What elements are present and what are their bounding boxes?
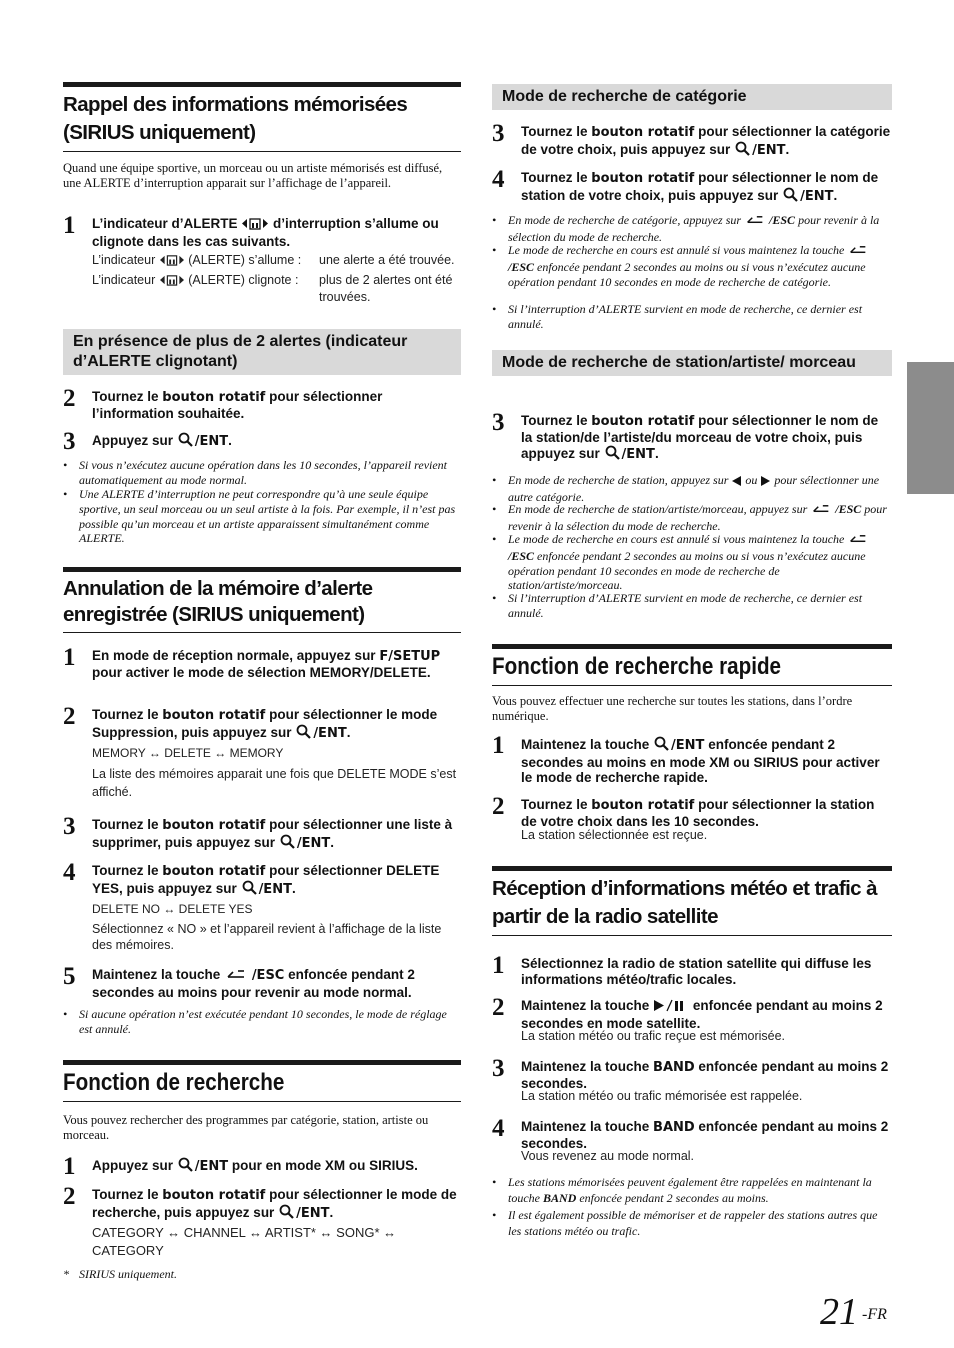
recherche-step-2: 2 Tournez le bouton rotatif pour sélectionner le mode de recherche, puis appuyez sur /ENT. [63,1183,457,1221]
meteo-step-3: 3 Maintenez la touche BAND enfoncée pendant au moins 2 secondes. [492,1055,889,1091]
rappel-note-1: • Si vous n’exécutez aucune opération dans les 10 secondes, l’appareil revient automatiquement au mode normal. [63,458,448,487]
step-number: 1 [63,212,76,239]
memory-delete-sequence: MEMORY ↔ DELETE ↔ MEMORY [92,746,284,760]
categorie-step-4: 4 Tournez le bouton rotatif pour sélectionner le nom de station de votre choix, puis appuyez sur /ENT. [492,166,879,204]
meteo-step-2: 2 Maintenez la touche enfoncée pendant au moins 2 secondes en mode satellite. [492,994,883,1031]
categorie-step-3: 3 Tournez le bouton rotatif pour sélectionner la catégorie de votre choix, puis appuyez sur /ENT. [492,120,891,158]
search-icon [604,445,622,464]
return-esc-icon [744,214,766,230]
section-title-annulation: Annulation de la mémoire d’alerte enregistrée (SIRIUS uniquement) [63,567,461,633]
search-mode-sequence: CATEGORY ↔ CHANNEL ↔ ARTIST* ↔ SONG* ↔ CATEGORY [92,1225,397,1258]
search-icon [279,834,297,853]
recherche-intro: Vous pouvez rechercher des programmes par catégorie, station, artiste ou morceau. [63,1113,429,1142]
meteo-note-1: • Les stations mémorisées peuvent également être rappelées en maintenant la touche BAND enfoncée pendant 2 secondes au moins. [492,1175,872,1205]
recherche-footnote: * SIRIUS uniquement. [63,1267,177,1281]
arrow-left-icon [731,475,742,490]
search-icon [653,736,671,755]
section-title-recherche-rapide: Fonction de recherche rapide [492,644,892,686]
meteo-step-3-result: La station météo ou trafic mémorisée est rappelée. [521,1089,803,1103]
rappel-note-2: • Une ALERTE d’interruption ne peut correspondre qu’à une seule équipe sportive, un seul morceau ou un seul artiste à la fois. Par exemple, il n’est pas possible qu’un morceau et un artiste apparaissent simultanément comme ALERTE. [63,487,456,546]
section-title-rappel: Rappel des informations mémorisées (SIRIUS uniquement) [63,82,461,152]
meteo-step-4-result: Vous revenez au mode normal. [521,1149,695,1163]
station-note-4: • Si l’interruption d’ALERTE survient en mode de recherche, ce dernier est annulé. [492,591,863,620]
categorie-note-2: • Le mode de recherche en cours est annulé si vous maintenez la touche /ESC enfoncée pendant 2 secondes au moins ou si vous n’exécutez aucune opération pendant 10 secondes en mode de recherche de catégorie. [492,243,892,289]
station-note-2: • En mode de recherche de station/artiste/morceau, appuyez sur /ESC pour revenir à la sélection du mode de recherche. [492,502,887,533]
return-esc-icon [847,244,869,260]
search-icon [782,187,800,206]
subheading-categorie: Mode de recherche de catégorie [492,84,892,110]
rapide-step-1: 1 Maintenez la touche /ENT enfoncée pendant 2 secondes au moins en mode XM ou SIRIUS pour activer le mode de recherche rapide. [492,732,880,785]
annulation-step-3: 3 Tournez le bouton rotatif pour sélectionner une liste à supprimer, puis appuyez sur /ENT. [63,813,453,851]
station-step-3: 3 Tournez le bouton rotatif pour sélectionner le nom de la station/de l’artiste/du morceau de votre choix, puis appuyez sur /ENT. [492,409,879,462]
subheading-station: Mode de recherche de station/artiste/ morceau [492,350,892,376]
alert-indicator-icon [241,217,269,234]
station-note-3: • Le mode de recherche en cours est annulé si vous maintenez la touche /ESC enfoncée pendant 2 secondes au moins ou si vous n’exécutez aucune opération pendant 10 secondes en mode de recherche de station/artiste/morceau. [492,532,892,593]
arrow-right-icon [760,475,771,490]
memory-list-note: La liste des mémoires apparait une fois que DELETE MODE s’est affiché. [92,767,457,799]
categorie-note-1: • En mode de recherche de catégorie, appuyez sur /ESC pour revenir à la sélection du mode de recherche. [492,213,880,244]
search-icon [177,1157,195,1176]
play-pause-icon [653,999,689,1016]
alert-indicator-icon [159,274,185,291]
annulation-step-1: 1 En mode de réception normale, appuyez sur F/SETUP pour activer le mode de sélection MEMORY/DELETE. [63,644,441,680]
delete-note: Sélectionnez « NO » et l’appareil revient à l’affichage de la liste des mémoires. [92,922,442,952]
rapide-step-2-result: La station sélectionnée est reçue. [521,828,708,842]
page-number: 21 [820,1291,858,1333]
rappel-step-3: 3 Appuyez sur /ENT. [63,428,232,455]
alert-indicator-table [92,252,462,307]
subheading-alertes: En présence de plus de 2 alertes (indicateur d’ALERTE clignotant) [63,329,461,375]
recherche-rapide-intro: Vous pouvez effectuer une recherche sur toutes les stations, dans l’ordre numérique. [492,694,853,723]
side-tab [907,362,954,494]
return-esc-icon [224,968,248,985]
rappel-step-1: 1 L’indicateur d’ALERTE d’interruption s’allume ou clignote dans les cas suivants. [63,212,439,249]
section-title-recherche: Fonction de recherche [63,1060,461,1102]
categorie-note-3: • Si l’interruption d’ALERTE survient en mode de recherche, ce dernier est annulé. [492,302,863,331]
search-icon [278,1204,296,1223]
annulation-note: • Si aucune opération n’est exécutée pendant 10 secondes, le mode de réglage est annulé. [63,1007,447,1036]
search-icon [177,432,195,451]
section-title-meteo: Réception d’informations météo et trafic à partir de la radio satellite [492,866,892,936]
annulation-step-4: 4 Tournez le bouton rotatif pour sélectionner DELETE YES, puis appuyez sur /ENT. [63,859,440,897]
delete-sequence: DELETE NO ↔ DELETE YES [92,902,253,916]
meteo-step-2-result: La station météo ou trafic reçue est mémorisée. [521,1029,786,1043]
meteo-step-4: 4 Maintenez la touche BAND enfoncée pendant au moins 2 secondes. [492,1115,889,1151]
meteo-step-1: 1 Sélectionnez la radio de station satellite qui diffuse les informations météo/trafic locales. [492,952,872,987]
search-icon [241,880,259,899]
recherche-step-1: 1 Appuyez sur /ENT pour en mode XM ou SIRIUS. [63,1153,418,1180]
annulation-step-5: 5 Maintenez la touche /ESC enfoncée pendant 2 secondes au moins pour revenir au mode normal. [63,963,415,1000]
meteo-note-2: • Il est également possible de mémoriser et de rappeler des stations autres que les stations météo ou trafic. [492,1208,878,1238]
station-note-1: • En mode de recherche de station, appuyez sur ou pour sélectionner une autre catégorie. [492,473,880,504]
table-row: L’indicateur (ALERTE) clignote : plus de 2 alertes ont été trouvées. [92,273,453,304]
return-esc-icon [847,533,869,549]
annulation-step-2: 2 Tournez le bouton rotatif pour sélectionner le mode Suppression, puis appuyez sur /ENT. [63,703,438,741]
search-icon [734,141,752,160]
search-icon [295,724,313,743]
table-row: L’indicateur (ALERTE) s’allume : une alerte a été trouvée. [92,252,462,272]
rapide-step-2: 2 Tournez le bouton rotatif pour sélectionner la station de votre choix dans les 10 secondes. [492,793,875,829]
alert-indicator-icon [159,254,185,271]
rappel-step-2: 2 Tournez le bouton rotatif pour sélectionner l’information souhaitée. [63,385,383,421]
rappel-intro: Quand une équipe sportive, un morceau ou un artiste mémorisés est diffusé, une ALERTE d’interruption apparait sur l’affichage de l’appareil. [63,161,443,190]
return-esc-icon [810,503,832,519]
page-suffix: -FR [862,1306,887,1323]
